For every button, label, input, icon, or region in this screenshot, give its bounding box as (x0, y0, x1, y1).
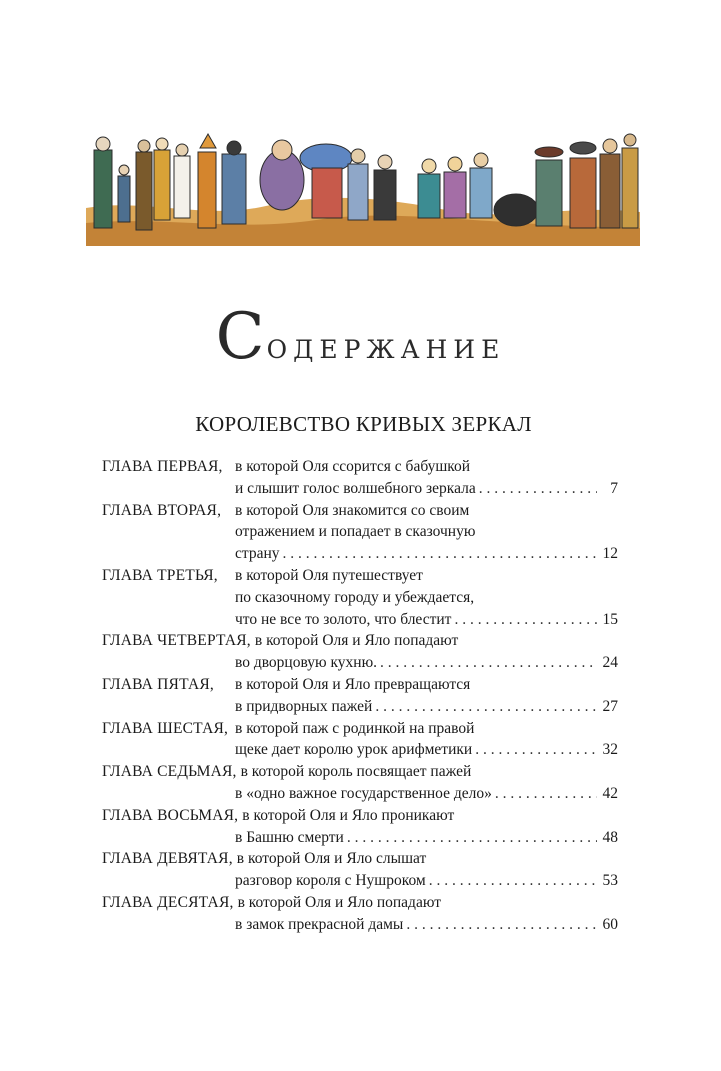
table-of-contents (102, 456, 618, 936)
description-text: в которой Оля и Яло попадают (254, 632, 459, 650)
chapter-heading: ГЛАВА ВОСЬМАЯ, (102, 806, 239, 824)
page-number: 7 (610, 479, 618, 497)
chapter-description (235, 456, 618, 500)
description-text: в которой Оля и Яло попадают (237, 893, 441, 911)
page-number: 48 (602, 828, 618, 846)
description-line (235, 674, 618, 696)
page-title (0, 300, 721, 374)
description-text: в которой Оля и Яло проникают (242, 806, 455, 824)
description-line (235, 739, 618, 761)
description-text: что не все то золото, что блестит (235, 610, 452, 628)
chapter-description (235, 718, 618, 762)
description-line (235, 543, 618, 565)
toc-entry[interactable] (102, 500, 618, 565)
dot-leader (495, 783, 597, 805)
chapter-description (235, 805, 618, 849)
description-text: в которой Оля и Яло слышат (236, 850, 427, 868)
description-line (235, 521, 618, 543)
toc-entry[interactable] (102, 718, 618, 762)
dot-leader (347, 827, 597, 849)
dot-leader (454, 609, 597, 631)
chapter-description (235, 565, 618, 630)
description-line (235, 783, 618, 805)
description-line (235, 609, 618, 631)
description-text: в которой Оля ссорится с бабушкой (235, 458, 471, 475)
dot-leader (283, 543, 597, 565)
dot-leader (375, 696, 597, 718)
description-text: в которой король посвящает пажей (240, 763, 472, 781)
description-line (255, 630, 618, 652)
toc-entry[interactable] (102, 674, 618, 718)
toc-entry[interactable] (102, 848, 618, 892)
page-number: 53 (602, 872, 618, 890)
toc-entry[interactable] (102, 630, 618, 674)
description-line (235, 456, 618, 478)
description-text: по сказочному городу и убеждается, (235, 588, 475, 606)
header-illustration (86, 128, 640, 246)
description-text: разговор короля с Нушроком (235, 872, 426, 890)
toc-entry[interactable] (102, 761, 618, 805)
toc-entry[interactable] (102, 805, 618, 849)
toc-entry[interactable] (102, 892, 618, 936)
description-line (235, 500, 618, 522)
chapter-heading: ГЛАВА ДЕСЯТАЯ, (102, 893, 234, 911)
description-line (235, 478, 618, 500)
description-text: в которой паж с родинкой на правой (235, 719, 475, 737)
chapter-description (235, 848, 618, 892)
description-text: отражением и попадает в сказочную (235, 523, 476, 541)
description-text: во дворцовую кухню. (235, 654, 378, 672)
description-text: в «одно важное государственное дело» (235, 784, 492, 802)
title-rest: одержание (266, 326, 506, 367)
description-text: в придворных пажей (235, 697, 373, 715)
chapter-description (235, 630, 618, 674)
section-title: КОРОЛЕВСТВО КРИВЫХ ЗЕРКАЛ (195, 412, 532, 436)
page-number: 32 (602, 741, 618, 759)
chapter-description (235, 674, 618, 718)
characters-parade-illustration (86, 128, 640, 246)
chapter-description (235, 892, 618, 936)
chapter-heading: ГЛАВА ЧЕТВЕРТАЯ, (102, 632, 251, 650)
chapter-description (235, 761, 618, 805)
description-text: в замок прекрасной дамы (235, 915, 404, 933)
dot-leader (406, 914, 597, 936)
chapter-heading: ГЛАВА ДЕВЯТАЯ, (102, 850, 233, 868)
chapter-heading: ГЛАВА ВТОРАЯ, (102, 501, 222, 519)
chapter-description (235, 500, 618, 565)
dot-leader (380, 652, 597, 674)
description-line (237, 848, 618, 870)
description-line (235, 565, 618, 587)
description-line (235, 914, 618, 936)
description-text: и слышит голос волшебного зеркала (235, 479, 476, 497)
chapter-heading: ГЛАВА ТРЕТЬЯ, (102, 566, 218, 584)
page-number: 27 (602, 697, 618, 715)
description-text: в которой Оля и Яло превращаются (235, 675, 471, 693)
description-line (235, 696, 618, 718)
description-text: страну (235, 545, 280, 563)
toc-entry[interactable] (102, 456, 618, 500)
dot-leader (475, 739, 597, 761)
description-line (235, 827, 618, 849)
page-number: 15 (602, 610, 618, 628)
dot-leader (429, 870, 597, 892)
description-text: в которой Оля путешествует (235, 566, 423, 584)
description-line (235, 870, 618, 892)
page-number: 12 (602, 545, 618, 563)
description-line (242, 805, 618, 827)
chapter-heading: ГЛАВА ПЕРВАЯ, (102, 458, 223, 475)
description-text: в Башню смерти (235, 828, 344, 846)
description-line (238, 892, 618, 914)
page-number: 24 (602, 654, 618, 672)
page-number: 42 (602, 784, 618, 802)
chapter-heading: ГЛАВА ШЕСТАЯ, (102, 719, 229, 737)
description-line (241, 761, 618, 783)
title-initial: С (215, 300, 267, 374)
chapter-heading: ГЛАВА ПЯТАЯ, (102, 675, 214, 693)
description-text: в которой Оля знакомится со своим (235, 501, 470, 519)
description-line (235, 587, 618, 609)
dot-leader (479, 478, 597, 500)
description-line (235, 718, 618, 740)
page-number: 60 (602, 915, 618, 933)
description-line (235, 652, 618, 674)
toc-entry[interactable] (102, 565, 618, 630)
chapter-heading: ГЛАВА СЕДЬМАЯ, (102, 763, 237, 781)
description-text: щеке дает королю урок арифметики (235, 741, 473, 759)
